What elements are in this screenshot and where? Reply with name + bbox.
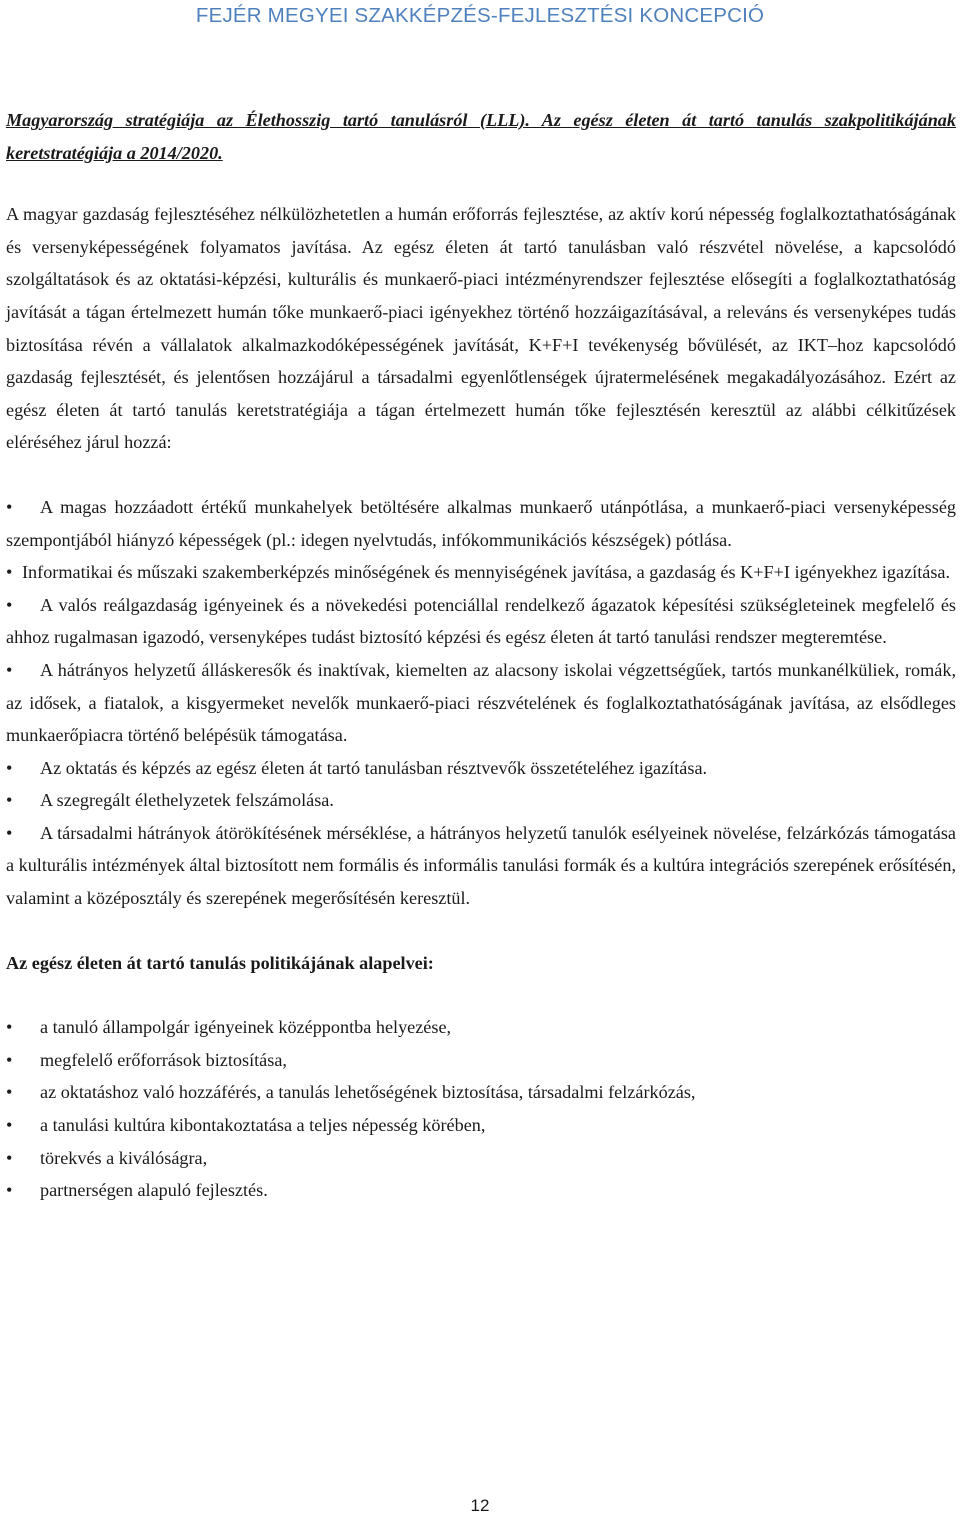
list-item bbox=[6, 817, 956, 915]
list-item-text: A társadalmi hátrányok átörökítésének mérséklése, a hátrányos helyzetű tanulók esélyeinek növelése, felzárkózás támogatása a kulturális intézmények által biztosított nem formális és informális tanulási formák és a kultúra integrációs szerepének erősítésén, valamint a középosztály és szerepének megerősítésén keresztül. bbox=[6, 822, 956, 909]
intro-paragraph: A magyar gazdaság fejlesztéséhez nélkülözhetetlen a humán erőforrás fejlesztése, az aktív korú népesség foglalkoztathatóságának és versenyképességének folyamatos javítása. Az egész életen át tartó tanulásban való részvétel növelése, a kapcsolódó szolgáltatások és az oktatási-képzési, kulturális és munkaerő-piaci intézményrendszer fejlesztése elősegíti a foglalkoztathatóság javítását a tágan értelmezett humán tőke munkaerő-piaci igényekhez történő hozzáigazításával, a releváns és versenyképes tudás biztosítása révén a vállalatok alkalmazkodóképességének javítását, K+F+I tevékenység bővülését, az IKT–hoz kapcsolódó gazdaság fejlesztését, és jelentősen hozzájárul a társadalmi egyenlőtlenségek újratermelésének megakadályozásához. Ezért az egész életen át tartó tanulás keretstratégiája a tágan értelmezett humán tőke fejlesztésén keresztül az alábbi célkitűzések eléréséhez járul hozzá: bbox=[6, 204, 956, 453]
bullet-icon: • bbox=[6, 562, 13, 583]
list-item-text: a tanuló állampolgár igényeinek középpontba helyezése, bbox=[40, 1017, 452, 1038]
principles-list bbox=[6, 1011, 956, 1207]
bullet-icon: • bbox=[6, 757, 13, 778]
bullet-icon: • bbox=[6, 1115, 13, 1136]
bullet-icon: • bbox=[6, 1147, 13, 1168]
list-item bbox=[6, 1174, 956, 1207]
page-number: 12 bbox=[470, 1496, 490, 1515]
list-item-text: partnerségen alapuló fejlesztés. bbox=[40, 1180, 268, 1201]
list-item bbox=[6, 556, 956, 589]
list-item bbox=[6, 1142, 956, 1175]
list-item-text: megfelelő erőforrások biztosítása, bbox=[40, 1049, 287, 1070]
goals-list bbox=[6, 491, 956, 915]
principles-heading: Az egész életen át tartó tanulás politikájának alapelvei: bbox=[6, 952, 434, 973]
list-item-text: A valós reálgazdaság igényeinek és a növekedési potenciállal rendelkező ágazatok képesítési szükségleteinek megfelelő és ahhoz rugalmasan igazodó, versenyképes tudást biztosító képzési és egész életen át tartó tanulási rendszer megteremtése. bbox=[6, 594, 956, 648]
section-title: Magyarország stratégiája az Élethosszig tartó tanulásról (LLL). Az egész életen át tartó tanulás szakpolitikájának keretstratégiája a 2014/2020. bbox=[6, 110, 956, 163]
bullet-icon: • bbox=[6, 594, 13, 615]
list-item-text: A szegregált élethelyzetek felszámolása. bbox=[40, 790, 334, 811]
list-item bbox=[6, 1011, 956, 1044]
list-item bbox=[6, 491, 956, 556]
bullet-icon: • bbox=[6, 496, 13, 517]
list-item-text: az oktatáshoz való hozzáférés, a tanulás lehetőségének biztosítása, társadalmi felzárkózás, bbox=[40, 1082, 696, 1103]
list-item bbox=[6, 654, 956, 752]
document-body bbox=[6, 104, 956, 1207]
bullet-icon: • bbox=[6, 822, 13, 843]
list-item bbox=[6, 1044, 956, 1077]
list-item-text: Informatikai és műszaki szakemberképzés minőségének és mennyiségének javítása, a gazdaság és K+F+I igényekhez igazítása. bbox=[22, 562, 951, 583]
bullet-icon: • bbox=[6, 1082, 13, 1103]
bullet-icon: • bbox=[6, 1049, 13, 1070]
list-item-text: törekvés a kiválóságra, bbox=[40, 1147, 208, 1168]
list-item bbox=[6, 589, 956, 654]
list-item-text: A magas hozzáadott értékű munkahelyek betöltésére alkalmas munkaerő utánpótlása, a munkaerő-piaci versenyképesség szempontjából hiányzó képességek (pl.: idegen nyelvtudás, infókommunikációs készségek) pótlása. bbox=[6, 496, 956, 550]
list-item bbox=[6, 752, 956, 785]
page-header-title: FEJÉR MEGYEI SZAKKÉPZÉS-FEJLESZTÉSI KONCEPCIÓ bbox=[195, 4, 765, 27]
bullet-icon: • bbox=[6, 790, 13, 811]
list-item bbox=[6, 784, 956, 817]
bullet-icon: • bbox=[6, 1017, 13, 1038]
list-item bbox=[6, 1109, 956, 1142]
list-item-text: Az oktatás és képzés az egész életen át tartó tanulásban résztvevők összetételéhez igazítása. bbox=[40, 757, 708, 778]
list-item-text: a tanulási kultúra kibontakoztatása a teljes népesség körében, bbox=[40, 1115, 486, 1136]
bullet-icon: • bbox=[6, 1180, 13, 1201]
list-item bbox=[6, 1076, 956, 1109]
bullet-icon: • bbox=[6, 659, 13, 680]
list-item-text: A hátrányos helyzetű álláskeresők és inaktívak, kiemelten az alacsony iskolai végzettségűek, tartós munkanélküliek, romák, az idősek, a fiatalok, a kisgyermeket nevelők munkaerő-piaci részvételének és foglalkoztathatóságának javítása, az elsődleges munkaerőpiacra történő belépésük támogatása. bbox=[6, 659, 956, 746]
